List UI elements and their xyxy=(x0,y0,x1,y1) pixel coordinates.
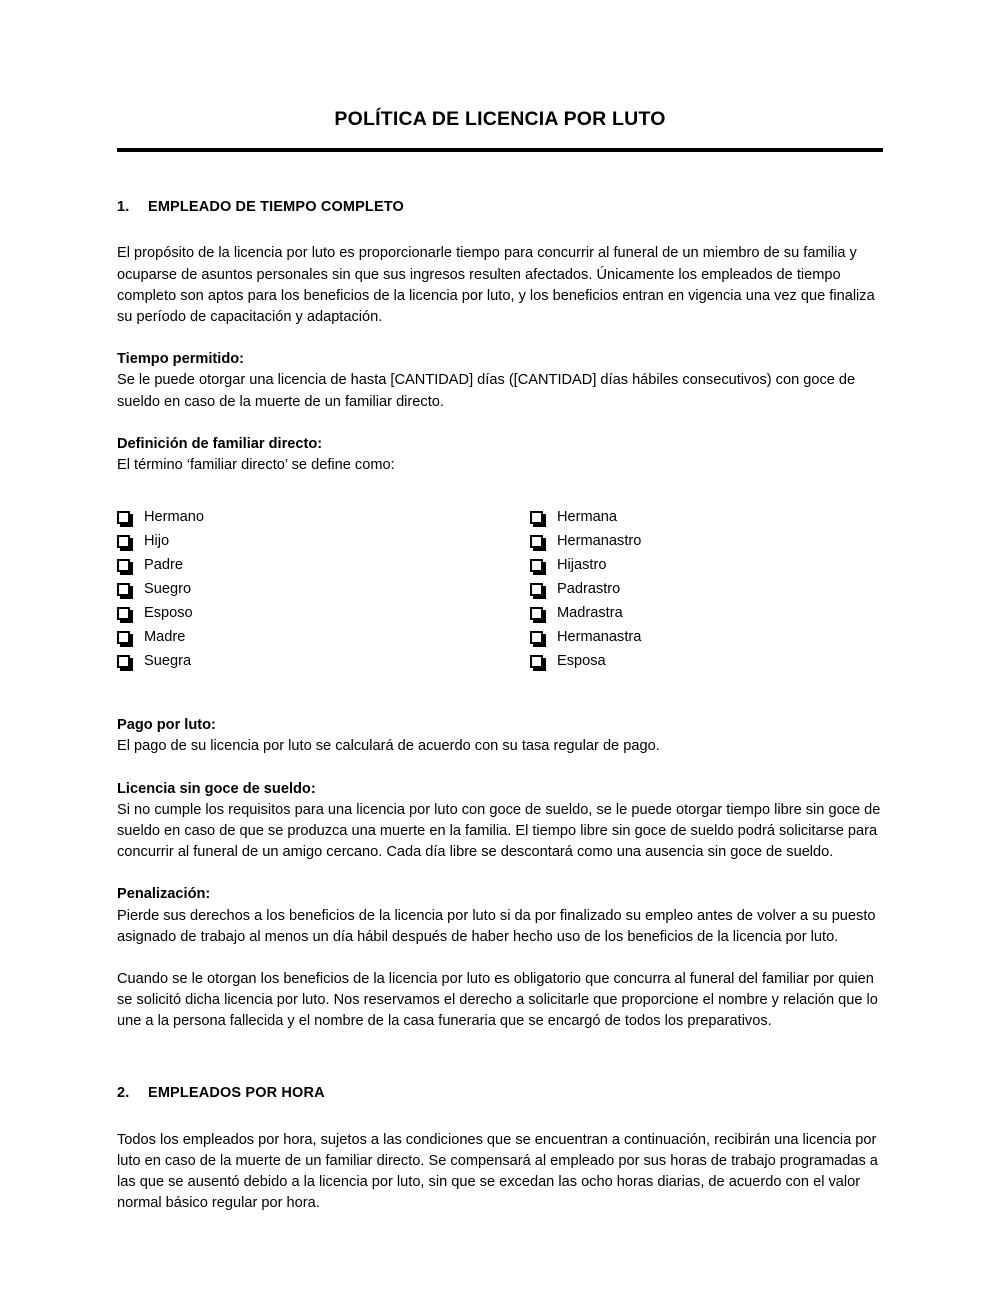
family-members-right-column xyxy=(530,505,883,673)
list-item[interactable] xyxy=(117,553,530,577)
checkbox-icon[interactable] xyxy=(117,655,130,668)
penalty-heading: Penalización: xyxy=(117,886,211,903)
section-heading-hourly-employees xyxy=(117,1085,883,1101)
section-title: EMPLEADO DE TIEMPO COMPLETO xyxy=(148,199,404,216)
checkbox-icon[interactable] xyxy=(530,559,543,572)
list-item[interactable] xyxy=(117,577,530,601)
list-item-label: Madrastra xyxy=(557,605,623,622)
list-item-label: Madre xyxy=(144,629,186,646)
allowed-time-block xyxy=(117,349,883,413)
document-content xyxy=(117,0,883,1214)
list-item[interactable] xyxy=(530,649,883,673)
title-divider xyxy=(117,148,883,152)
list-item[interactable] xyxy=(530,505,883,529)
bereavement-pay-text: El pago de su licencia por luto se calculará de acuerdo con su tasa regular de pago. xyxy=(117,738,660,755)
list-item[interactable] xyxy=(117,649,530,673)
unpaid-leave-text: Si no cumple los requisitos para una licencia por luto con goce de sueldo, se le puede otorgar tiempo libre sin goce de sueldo en caso de que se produzca una muerte en la familia. El tiempo libre sin goce de sueldo podrá solicitarse para concurrir al funeral de un amigo cercano. Cada día libre se descontará como una ausencia sin goce de sueldo. xyxy=(117,801,881,861)
penalty-block xyxy=(117,884,883,1032)
list-item[interactable] xyxy=(530,625,883,649)
penalty-text: Pierde sus derechos a los beneficios de la licencia por luto si da por finalizado su empleo antes de volver a su puesto asignado de trabajo al menos un día hábil después de haber hecho uso de los beneficios de la licencia por luto. xyxy=(117,907,876,945)
bereavement-pay-heading: Pago por luto: xyxy=(117,717,216,734)
section-heading-full-time-employee xyxy=(117,199,883,215)
list-item[interactable] xyxy=(530,601,883,625)
hourly-employees-paragraph: Todos los empleados por hora, sujetos a las condiciones que se encuentran a continuación, recibirán una licencia por luto en caso de la muerte de un familiar directo. Se compensará al empleado por sus horas de trabajo programadas a las que se ausentó debido a la licencia por luto, sin que se excedan las ocho horas diarias, de acuerdo con el valor normal básico regular por hora. xyxy=(117,1131,878,1212)
checkbox-icon[interactable] xyxy=(530,655,543,668)
list-item[interactable] xyxy=(530,529,883,553)
bereavement-pay-block xyxy=(117,715,883,757)
list-item-label: Padrastro xyxy=(557,581,621,598)
family-members-left-column xyxy=(117,505,530,673)
list-item-label: Hermanastro xyxy=(557,533,642,550)
list-item-label: Hermanastra xyxy=(557,629,642,646)
definition-block xyxy=(117,434,883,476)
list-item-label: Suegra xyxy=(144,653,192,670)
section-number: 1. xyxy=(117,199,130,216)
checkbox-icon[interactable] xyxy=(530,583,543,596)
unpaid-leave-block xyxy=(117,779,883,864)
checkbox-icon[interactable] xyxy=(117,511,130,524)
checkbox-icon[interactable] xyxy=(530,511,543,524)
checkbox-icon[interactable] xyxy=(117,631,130,644)
unpaid-leave-heading: Licencia sin goce de sueldo: xyxy=(117,780,316,797)
family-members-checklist xyxy=(117,505,883,673)
intro-paragraph: El propósito de la licencia por luto es proporcionarle tiempo para concurrir al funeral de un miembro de su familia y ocuparse de asuntos personales sin que sus ingresos resulten afectados. Únicamente los empleados de tiempo completo son aptos para los beneficios de la licencia por luto, y los beneficios entran en vigencia una vez que finaliza su período de capacitación y adaptación. xyxy=(117,245,875,325)
checkbox-icon[interactable] xyxy=(117,583,130,596)
list-item[interactable] xyxy=(117,529,530,553)
list-item-label: Hijo xyxy=(144,533,170,550)
definition-heading: Definición de familiar directo: xyxy=(117,435,323,452)
checkbox-icon[interactable] xyxy=(530,607,543,620)
list-item[interactable] xyxy=(117,601,530,625)
checkbox-icon[interactable] xyxy=(530,535,543,548)
checkbox-icon[interactable] xyxy=(117,535,130,548)
checkbox-icon[interactable] xyxy=(117,607,130,620)
list-item-label: Padre xyxy=(144,557,183,574)
list-item-label: Esposo xyxy=(144,605,193,622)
list-spacer xyxy=(117,673,883,694)
allowed-time-heading: Tiempo permitido: xyxy=(117,351,245,368)
list-item-label: Suegro xyxy=(144,581,192,598)
list-item-label: Hermana xyxy=(557,509,618,526)
checkbox-icon[interactable] xyxy=(117,559,130,572)
checkbox-icon[interactable] xyxy=(530,631,543,644)
page-title: POLÍTICA DE LICENCIA POR LUTO xyxy=(334,108,666,130)
list-item-label: Hijastro xyxy=(557,557,607,574)
list-item-label: Esposa xyxy=(557,653,606,670)
list-item[interactable] xyxy=(530,577,883,601)
penalty-second-paragraph: Cuando se le otorgan los beneficios de la licencia por luto es obligatorio que concurra al funeral del familiar por quien se solicitó dicha licencia por luto. Nos reservamos el derecho a solicitarle que proporcione el nombre y relación que lo une a la persona fallecida y el nombre de la casa funeraria que se encargó de todos los preparativos. xyxy=(117,971,878,1030)
definition-text: El término ‘familiar directo’ se define como: xyxy=(117,457,395,474)
list-item[interactable] xyxy=(530,553,883,577)
section-number: 2. xyxy=(117,1084,130,1101)
list-item[interactable] xyxy=(117,625,530,649)
list-item[interactable] xyxy=(117,505,530,529)
allowed-time-text: Se le puede otorgar una licencia de hasta [CANTIDAD] días ([CANTIDAD] días hábiles consecutivos) con goce de sueldo en caso de la muerte de un familiar directo. xyxy=(117,372,856,410)
section-title: EMPLEADOS POR HORA xyxy=(148,1084,325,1101)
list-item-label: Hermano xyxy=(144,509,205,526)
